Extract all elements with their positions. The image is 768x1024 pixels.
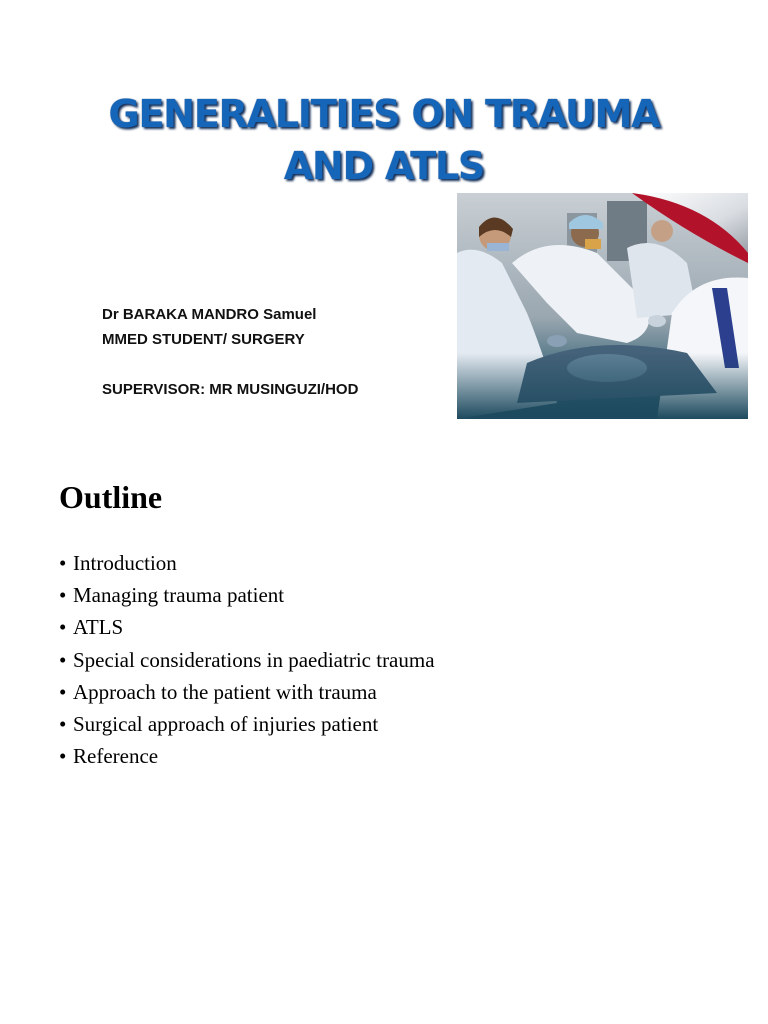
outline-item-text: Introduction [73, 551, 177, 575]
outline-heading: Outline [59, 479, 163, 515]
outline-item-text: Approach to the patient with trauma [73, 679, 377, 704]
outline-item-text: Special considerations in paediatric trauma [73, 647, 435, 672]
bullet-icon: • [59, 679, 67, 704]
slide-title-line-1: GENERALITIES ON TRAUMA [108, 92, 660, 136]
slide-title-line-2: AND ATLS [283, 144, 485, 188]
outline-item [59, 611, 435, 643]
outline-item-text: Reference [73, 744, 159, 769]
outline-item-text: Surgical approach of injuries patient [73, 712, 379, 737]
outline-item-text: Managing trauma patient [73, 583, 285, 608]
bullet-icon: • [59, 615, 67, 640]
surgery-photo-illustration [457, 193, 748, 419]
bullet-icon: • [59, 551, 67, 575]
outline-item [59, 547, 435, 579]
slide-title [60, 88, 708, 192]
author-name: Dr BARAKA MANDRO Samuel [102, 306, 317, 323]
outline-list [59, 547, 435, 772]
outline-item [59, 740, 435, 772]
author-role: MMED STUDENT/ SURGERY [102, 331, 305, 348]
author-block [102, 302, 358, 402]
bullet-icon: • [59, 647, 67, 672]
outline-item-text: ATLS [73, 615, 124, 640]
bullet-icon: • [59, 583, 67, 608]
bullet-icon: • [59, 712, 67, 737]
supervisor-line: SUPERVISOR: MR MUSINGUZI/HOD [102, 381, 359, 398]
outline-item [59, 676, 435, 708]
surgery-photo [457, 193, 748, 419]
bullet-icon: • [59, 744, 67, 769]
outline-item [59, 579, 435, 611]
outline-item [59, 644, 435, 676]
outline-item [59, 708, 435, 740]
author-spacer [102, 352, 358, 377]
